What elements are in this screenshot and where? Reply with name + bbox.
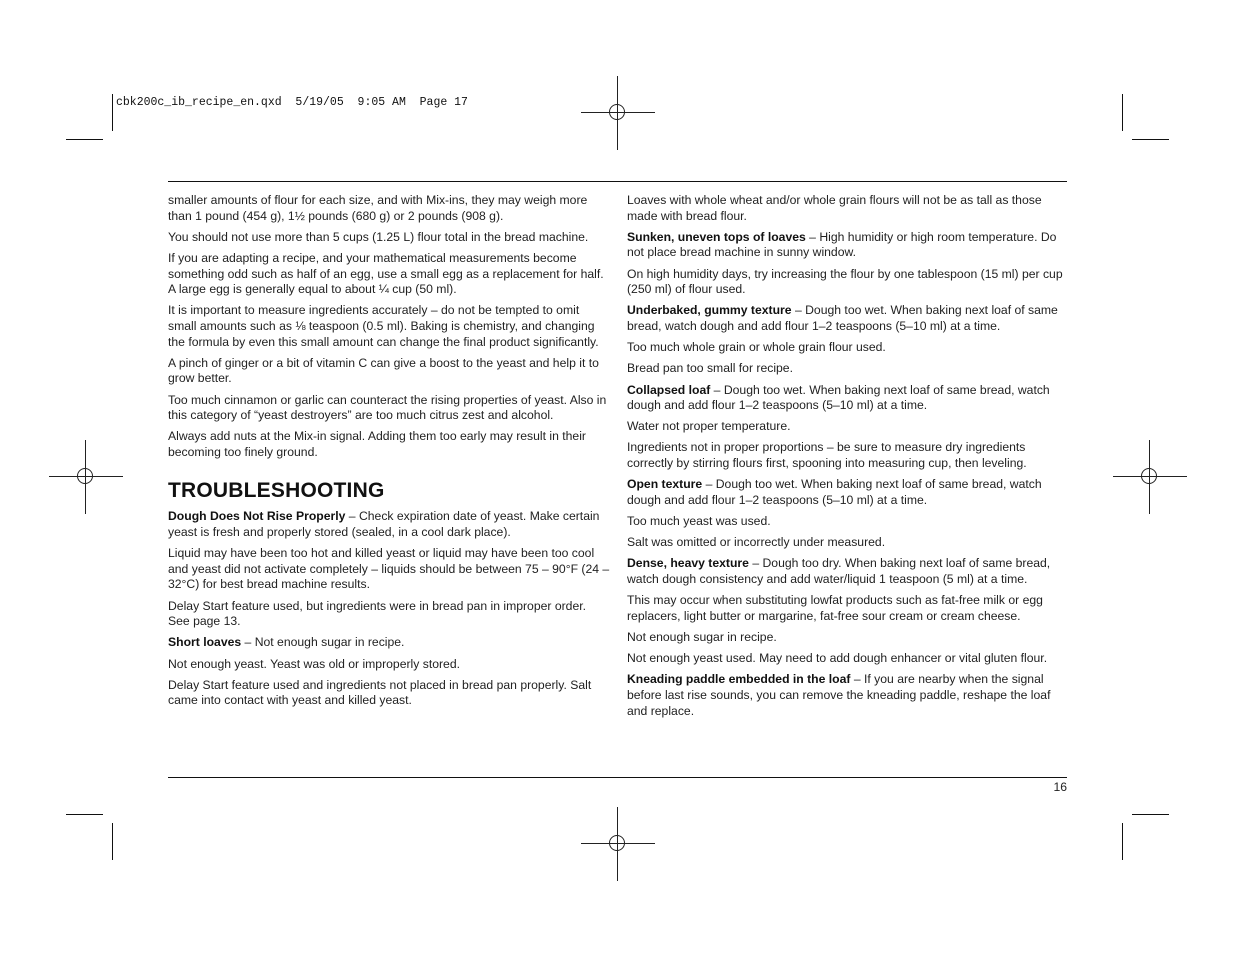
- paragraph: Water not proper temperature.: [627, 419, 791, 434]
- paragraph: On high humidity days, try increasing the flour by one tablespoon (15 ml) per cup (250 ml) of flour used.: [627, 266, 1063, 297]
- paragraph: smaller amounts of flour for each size, and with Mix-ins, they may weigh more than 1 pound (454 g), 1½ pounds (680 g) or 2 pounds (908 g).: [168, 193, 588, 223]
- troubleshoot-item: [627, 383, 1067, 414]
- troubleshoot-item: [627, 672, 1067, 719]
- print-slug: cbk200c_ib_recipe_en.qxd 5/19/05 9:05 AM Page 17: [116, 96, 468, 109]
- paragraph: Ingredients not in proper proportions – be sure to measure dry ingredients correctly by stirring flours first, spooning into measuring cup, then leveling.: [627, 440, 1027, 471]
- paragraph: Always add nuts at the Mix-in signal. Adding them too early may result in their becoming too finely ground.: [168, 429, 586, 459]
- troubleshoot-item: [627, 477, 1067, 508]
- right-column: [627, 193, 1067, 725]
- paragraph: Bread pan too small for recipe.: [627, 361, 793, 376]
- troubleshoot-item: [168, 509, 610, 540]
- issue-text: – If you are nearby when the signal before last rise sounds, you can remove the kneading paddle, reshape the loaf and replace.: [627, 672, 1051, 718]
- issue-title: Underbaked, gummy texture: [627, 303, 792, 318]
- paragraph: Not enough yeast used. May need to add dough enhancer or vital gluten flour.: [627, 651, 1048, 666]
- paragraph: This may occur when substituting lowfat products such as fat-free milk or egg replacers, light butter or margarine, fat-free sour cream or cream cheese.: [627, 593, 1043, 623]
- paragraph: Loaves with whole wheat and/or whole grain flours will not be as tall as those made with bread flour.: [627, 193, 1042, 223]
- crop-mark-bottom-right-h: [1132, 814, 1169, 815]
- left-column: [168, 193, 610, 715]
- crop-mark-top-left-v: [112, 94, 113, 131]
- paragraph: If you are adapting a recipe, and your mathematical measurements become something odd such as half of an egg, use a small egg as a replacement for half. A large egg is generally equal to about ¼ cup (50 ml).: [168, 250, 604, 297]
- troubleshoot-item: [627, 303, 1067, 334]
- troubleshoot-item: [627, 556, 1067, 587]
- top-rule: [168, 181, 1067, 182]
- issue-text: – High humidity or high room temperature. Do not place bread machine in sunny window.: [627, 229, 1057, 260]
- issue-title: Dense, heavy texture: [627, 556, 749, 571]
- issue-title: Open texture: [627, 477, 703, 492]
- issue-text: – Dough too wet. When baking next loaf of same bread, watch dough and add flour 1–2 teaspoons (5–10 ml) at a time.: [627, 477, 1042, 507]
- crop-mark-top-right-h: [1132, 139, 1169, 140]
- troubleshoot-item: [627, 230, 1067, 261]
- paragraph: Not enough sugar in recipe.: [627, 629, 777, 644]
- paragraph: It is important to measure ingredients accurately – do not be tempted to omit small amounts such as ⅛ teaspoon (0.5 ml). Baking is chemistry, and changing the formula by even this small amount can change the final product significantly.: [168, 303, 599, 349]
- paragraph: Liquid may have been too hot and killed yeast or liquid may have been too cool and yeast did not activate completely – liquids should be between 75 – 90°F (24 – 32°C) for best bread machine results.: [168, 546, 610, 592]
- issue-title: Short loaves: [168, 635, 242, 650]
- crop-mark-top-left-h: [66, 139, 103, 140]
- paragraph: Too much whole grain or whole grain flour used.: [627, 340, 886, 355]
- issue-text: – Not enough sugar in recipe.: [241, 635, 405, 650]
- issue-text: – Dough too wet. When baking next loaf of same bread, watch dough and add flour 1–2 teaspoons (5–10 ml) at a time.: [627, 303, 1058, 333]
- crop-mark-bottom-left-v: [112, 823, 113, 860]
- paragraph: Delay Start feature used, but ingredients were in bread pan in improper order. See page 13.: [168, 598, 586, 629]
- bottom-rule: [168, 777, 1067, 778]
- registration-mark-right: [1113, 440, 1187, 514]
- issue-title: Collapsed loaf: [627, 382, 711, 397]
- paragraph: You should not use more than 5 cups (1.25 L) flour total in the bread machine.: [168, 229, 589, 244]
- crop-mark-top-right-v: [1122, 94, 1123, 131]
- paragraph: Salt was omitted or incorrectly under measured.: [627, 535, 886, 550]
- issue-text: – Dough too dry. When baking next loaf of same bread, watch dough consistency and add water/liquid 1 teaspoon (5 ml) at a time.: [627, 556, 1051, 586]
- paragraph: A pinch of ginger or a bit of vitamin C can give a boost to the yeast and help it to grow better.: [168, 355, 599, 386]
- registration-mark-top: [581, 76, 655, 150]
- issue-text: – Dough too wet. When baking next loaf of same bread, watch dough and add flour 1–2 teaspoons (5–10 ml) at a time.: [627, 382, 1050, 413]
- registration-mark-left: [49, 440, 123, 514]
- paragraph: Too much cinnamon or garlic can counteract the rising properties of yeast. Also in this category of “yeast destroyers” are too much citrus zest and alcohol.: [168, 392, 607, 423]
- issue-title: Sunken, uneven tops of loaves: [627, 229, 806, 244]
- section-heading: TROUBLESHOOTING: [168, 479, 385, 503]
- page-number: 16: [1053, 780, 1067, 794]
- paragraph: Delay Start feature used and ingredients not placed in bread pan properly. Salt came into contact with yeast and killed yeast.: [168, 677, 592, 708]
- issue-title: Kneading paddle embedded in the loaf: [627, 672, 851, 687]
- paragraph: Too much yeast was used.: [627, 514, 771, 529]
- troubleshoot-item: [168, 635, 610, 651]
- issue-text: – Check expiration date of yeast. Make certain yeast is fresh and properly stored (sealed, in a cool dark place).: [168, 509, 600, 540]
- registration-mark-bottom: [581, 807, 655, 881]
- crop-mark-bottom-left-h: [66, 814, 103, 815]
- paragraph: Not enough yeast. Yeast was old or improperly stored.: [168, 656, 460, 671]
- issue-title: Dough Does Not Rise Properly: [168, 509, 346, 524]
- crop-mark-bottom-right-v: [1122, 823, 1123, 860]
